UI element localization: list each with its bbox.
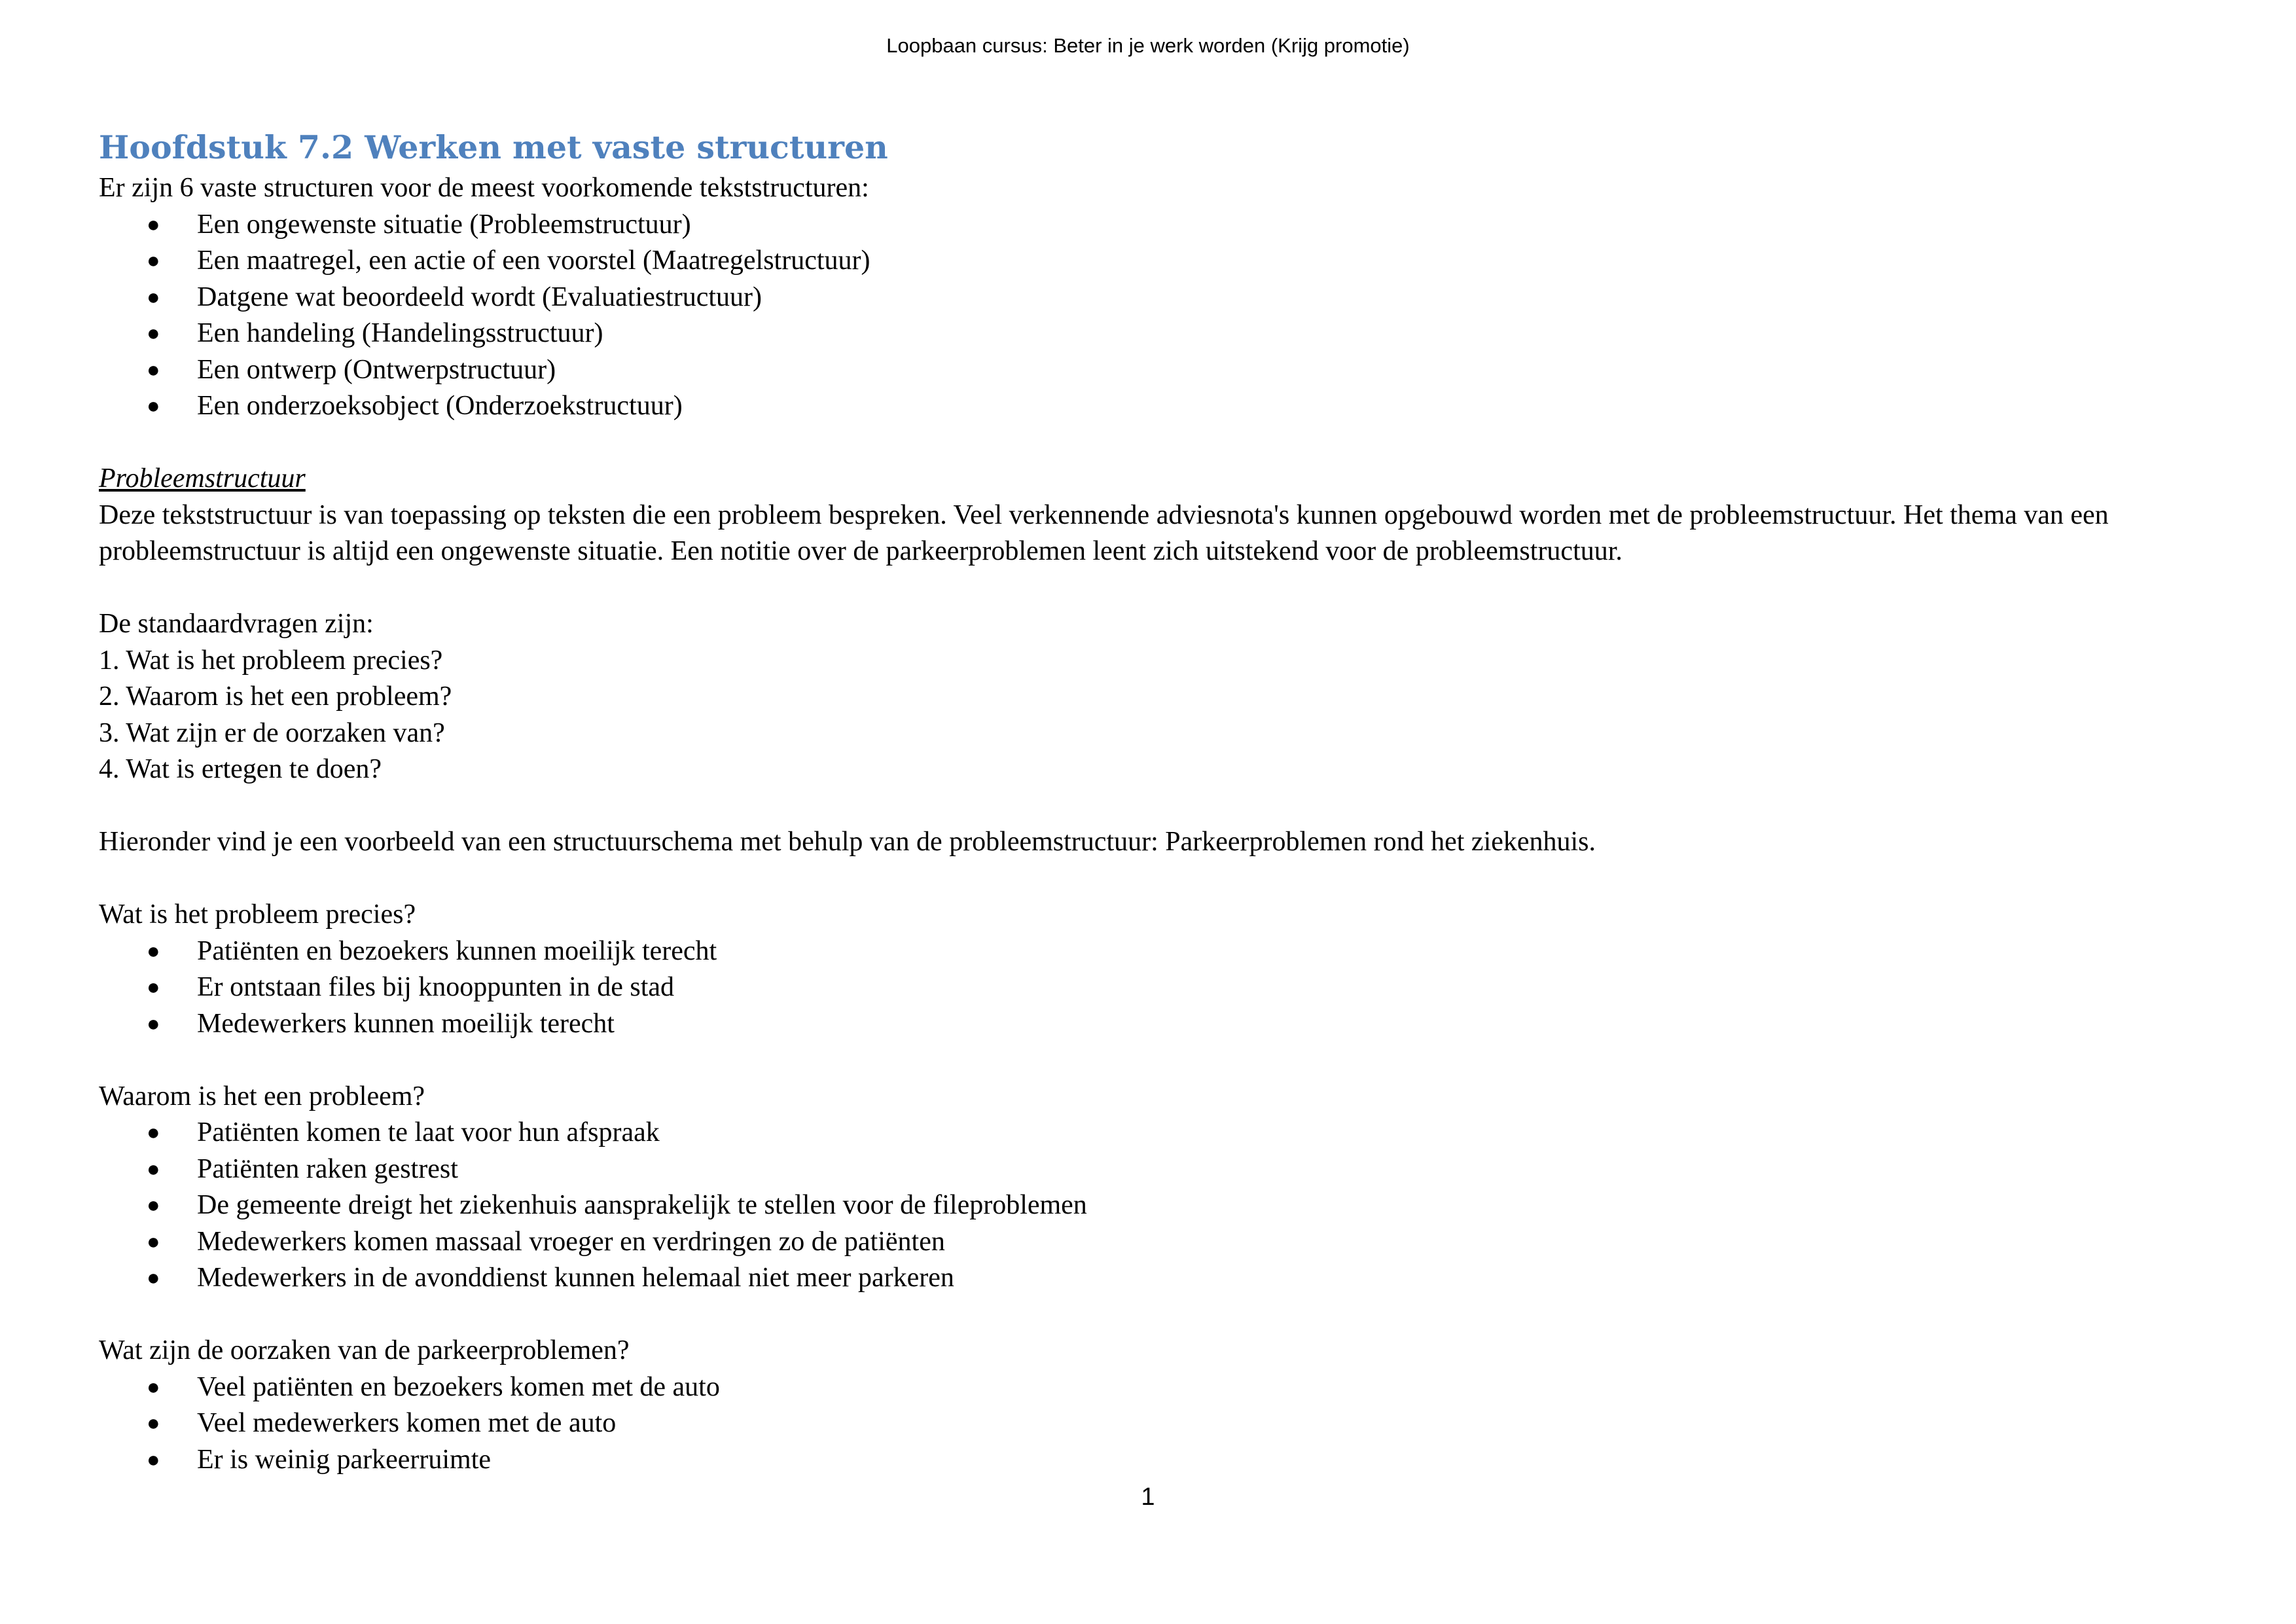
bullet-icon: ●	[147, 1411, 160, 1435]
example-question: Waarom is het een probleem?	[99, 1081, 425, 1111]
example-list	[99, 1369, 2219, 1479]
section-paragraph: Deze tekststructuur is van toepassing op teksten die een probleem bespreken. Veel verkennende adviesnota's kunnen opgebouwd worden met de probleemstructuur. Het thema van een probleemstructuur is altijd een ongewenste situatie. Een notitie over de parkeerproblemen leent zich uitstekend voor de probleemstructuur.	[99, 499, 2109, 566]
spacer	[99, 788, 2219, 825]
list-item: ● Een handeling (Handelingsstructuur)	[99, 316, 2219, 352]
bullet-icon: ●	[147, 249, 160, 273]
question-line: 2. Waarom is het een probleem?	[99, 681, 452, 712]
page-header: Loopbaan cursus: Beter in je werk worden (Krijg promotie)	[886, 34, 1410, 57]
question-line: 1. Wat is het probleem precies?	[99, 645, 443, 676]
spacer	[99, 1297, 2219, 1333]
structures-list	[99, 207, 2219, 425]
example-question: Wat zijn de oorzaken van de parkeerproblemen?	[99, 1335, 630, 1365]
bullet-icon: ●	[147, 321, 160, 346]
bullet-icon: ●	[147, 212, 160, 237]
bullet-icon: ●	[147, 1375, 160, 1399]
list-item: ● Veel patiënten en bezoekers komen met de auto	[99, 1369, 2219, 1406]
document-body	[99, 124, 2219, 1478]
list-item: ● Veel medewerkers komen met de auto	[99, 1405, 2219, 1442]
questions-intro: De standaardvragen zijn:	[99, 609, 374, 639]
bullet-icon: ●	[147, 394, 160, 418]
list-item: ● Patiënten en bezoekers kunnen moeilijk terecht	[99, 933, 2219, 970]
chapter-heading: Hoofdstuk 7.2 Werken met vaste structuren	[99, 128, 888, 166]
list-item: ● De gemeente dreigt het ziekenhuis aansprakelijk te stellen voor de fileproblemen	[99, 1187, 2219, 1224]
bullet-icon: ●	[147, 939, 160, 964]
list-item: ● Een maatregel, een actie of een voorstel (Maatregelstructuur)	[99, 243, 2219, 280]
list-item: ● Een ontwerp (Ontwerpstructuur)	[99, 352, 2219, 389]
bullet-icon: ●	[147, 1121, 160, 1145]
bullet-icon: ●	[147, 1157, 160, 1182]
bullet-icon: ●	[147, 1229, 160, 1254]
example-intro: Hieronder vind je een voorbeeld van een structuurschema met behulp van de probleemstructuur: Parkeerproblemen rond het ziekenhuis.	[99, 827, 1596, 857]
section-subheading: Probleemstructuur	[99, 463, 306, 494]
example-list	[99, 1115, 2219, 1297]
spacer	[99, 1042, 2219, 1079]
spacer	[99, 570, 2219, 607]
bullet-icon: ●	[147, 1193, 160, 1218]
list-item: ● Er is weinig parkeerruimte	[99, 1442, 2219, 1479]
spacer	[99, 425, 2219, 461]
list-item: ● Patiënten komen te laat voor hun afspraak	[99, 1115, 2219, 1151]
example-question: Wat is het probleem precies?	[99, 899, 416, 929]
example-list	[99, 933, 2219, 1043]
list-item: ● Een ongewenste situatie (Probleemstructuur)	[99, 207, 2219, 244]
bullet-icon: ●	[147, 1447, 160, 1472]
list-item: ● Een onderzoeksobject (Onderzoekstructuur)	[99, 388, 2219, 425]
bullet-icon: ●	[147, 1011, 160, 1036]
bullet-icon: ●	[147, 285, 160, 310]
list-item: ● Medewerkers in de avonddienst kunnen helemaal niet meer parkeren	[99, 1260, 2219, 1297]
page-number: 1	[1141, 1483, 1155, 1511]
spacer	[99, 861, 2219, 897]
list-item: ● Datgene wat beoordeeld wordt (Evaluatiestructuur)	[99, 280, 2219, 316]
list-item: ● Patiënten raken gestrest	[99, 1151, 2219, 1188]
list-item: ● Medewerkers kunnen moeilijk terecht	[99, 1006, 2219, 1043]
question-line: 3. Wat zijn er de oorzaken van?	[99, 717, 445, 748]
question-line: 4. Wat is ertegen te doen?	[99, 754, 382, 784]
bullet-icon: ●	[147, 357, 160, 382]
chapter-intro: Er zijn 6 vaste structuren voor de meest voorkomende tekststructuren:	[99, 173, 869, 203]
list-item: ● Medewerkers komen massaal vroeger en verdringen zo de patiënten	[99, 1224, 2219, 1261]
list-item: ● Er ontstaan files bij knooppunten in de stad	[99, 969, 2219, 1006]
bullet-icon: ●	[147, 975, 160, 1000]
bullet-icon: ●	[147, 1266, 160, 1290]
